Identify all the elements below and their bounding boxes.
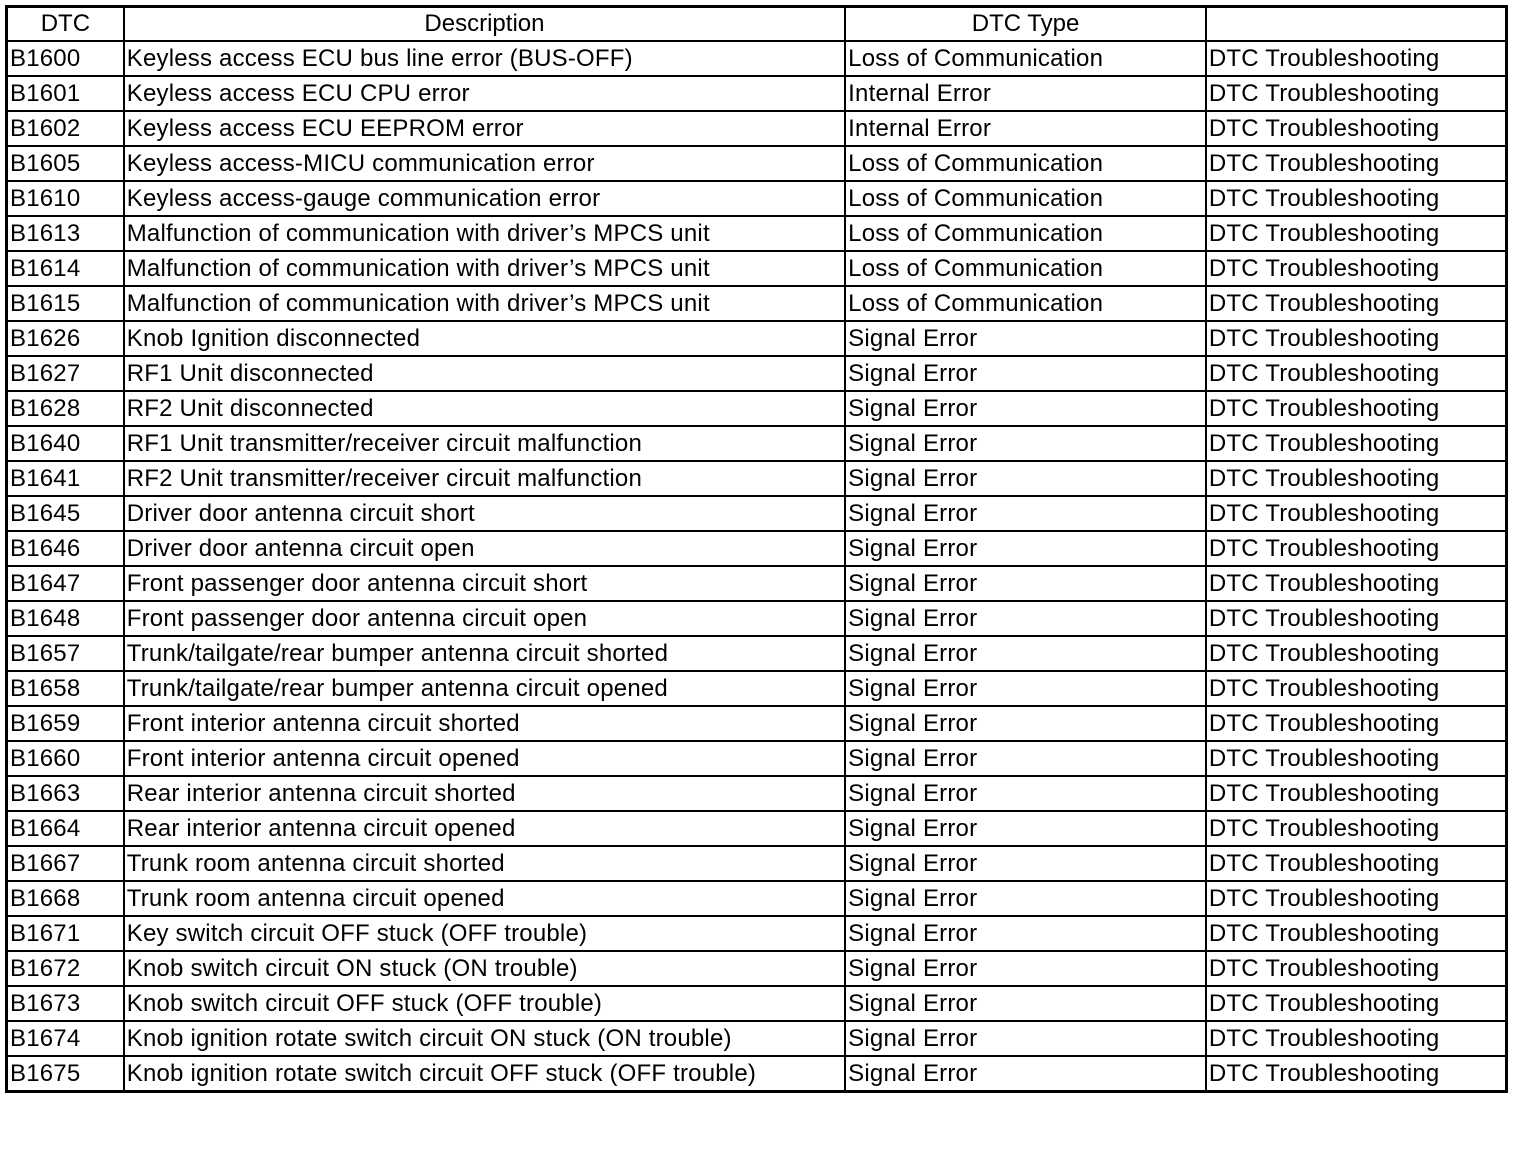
table-row	[7, 531, 1507, 566]
troubleshooting-link[interactable]: DTC Troubleshooting	[1206, 951, 1507, 986]
description-cell: Keyless access-MICU communication error	[124, 146, 845, 181]
troubleshooting-link[interactable]: DTC Troubleshooting	[1206, 426, 1507, 461]
troubleshooting-link[interactable]: DTC Troubleshooting	[1206, 531, 1507, 566]
table-row	[7, 216, 1507, 251]
dtc-type-cell: Signal Error	[845, 916, 1206, 951]
dtc-code-cell: B1664	[7, 811, 124, 846]
dtc-type-cell: Signal Error	[845, 1056, 1206, 1092]
description-cell: Malfunction of communication with driver’s MPCS unit	[124, 286, 845, 321]
table-row	[7, 146, 1507, 181]
dtc-type-cell: Signal Error	[845, 741, 1206, 776]
table-row	[7, 566, 1507, 601]
troubleshooting-link[interactable]: DTC Troubleshooting	[1206, 41, 1507, 76]
dtc-type-cell: Signal Error	[845, 986, 1206, 1021]
table-row	[7, 916, 1507, 951]
dtc-type-cell: Internal Error	[845, 76, 1206, 111]
dtc-type-cell: Signal Error	[845, 531, 1206, 566]
description-cell: Keyless access-gauge communication error	[124, 181, 845, 216]
dtc-type-cell: Signal Error	[845, 1021, 1206, 1056]
table-row	[7, 321, 1507, 356]
troubleshooting-link[interactable]: DTC Troubleshooting	[1206, 461, 1507, 496]
dtc-type-cell: Signal Error	[845, 881, 1206, 916]
troubleshooting-link[interactable]: DTC Troubleshooting	[1206, 776, 1507, 811]
description-cell: Rear interior antenna circuit opened	[124, 811, 845, 846]
dtc-code-cell: B1673	[7, 986, 124, 1021]
description-cell: Trunk/tailgate/rear bumper antenna circuit shorted	[124, 636, 845, 671]
description-cell: Malfunction of communication with driver’s MPCS unit	[124, 251, 845, 286]
troubleshooting-link[interactable]: DTC Troubleshooting	[1206, 111, 1507, 146]
troubleshooting-link[interactable]: DTC Troubleshooting	[1206, 76, 1507, 111]
troubleshooting-link[interactable]: DTC Troubleshooting	[1206, 146, 1507, 181]
description-cell: Knob switch circuit OFF stuck (OFF trouble)	[124, 986, 845, 1021]
dtc-type-cell: Internal Error	[845, 111, 1206, 146]
dtc-code-cell: B1659	[7, 706, 124, 741]
dtc-type-cell: Signal Error	[845, 776, 1206, 811]
table-row	[7, 426, 1507, 461]
troubleshooting-link[interactable]: DTC Troubleshooting	[1206, 251, 1507, 286]
table-header	[7, 7, 1507, 42]
description-cell: Knob switch circuit ON stuck (ON trouble)	[124, 951, 845, 986]
dtc-code-cell: B1600	[7, 41, 124, 76]
troubleshooting-link[interactable]: DTC Troubleshooting	[1206, 1021, 1507, 1056]
table-row	[7, 986, 1507, 1021]
dtc-code-cell: B1645	[7, 496, 124, 531]
table-row	[7, 181, 1507, 216]
troubleshooting-link[interactable]: DTC Troubleshooting	[1206, 811, 1507, 846]
dtc-code-cell: B1613	[7, 216, 124, 251]
dtc-code-cell: B1658	[7, 671, 124, 706]
description-cell: Front passenger door antenna circuit open	[124, 601, 845, 636]
dtc-type-cell: Loss of Communication	[845, 216, 1206, 251]
dtc-type-cell: Signal Error	[845, 496, 1206, 531]
dtc-table	[5, 5, 1508, 1093]
dtc-code-cell: B1641	[7, 461, 124, 496]
troubleshooting-link[interactable]: DTC Troubleshooting	[1206, 916, 1507, 951]
header-link	[1206, 7, 1507, 42]
description-cell: Front passenger door antenna circuit short	[124, 566, 845, 601]
description-cell: RF1 Unit disconnected	[124, 356, 845, 391]
dtc-type-cell: Loss of Communication	[845, 181, 1206, 216]
dtc-code-cell: B1628	[7, 391, 124, 426]
table-row	[7, 951, 1507, 986]
description-cell: Keyless access ECU EEPROM error	[124, 111, 845, 146]
header-dtc-type: DTC Type	[845, 7, 1206, 42]
dtc-type-cell: Signal Error	[845, 636, 1206, 671]
table-row	[7, 776, 1507, 811]
dtc-code-cell: B1640	[7, 426, 124, 461]
dtc-type-cell: Signal Error	[845, 601, 1206, 636]
table-row	[7, 811, 1507, 846]
dtc-type-cell: Signal Error	[845, 356, 1206, 391]
dtc-type-cell: Signal Error	[845, 811, 1206, 846]
description-cell: Front interior antenna circuit opened	[124, 741, 845, 776]
dtc-code-cell: B1675	[7, 1056, 124, 1092]
dtc-code-cell: B1647	[7, 566, 124, 601]
troubleshooting-link[interactable]: DTC Troubleshooting	[1206, 741, 1507, 776]
dtc-code-cell: B1605	[7, 146, 124, 181]
table-row	[7, 1056, 1507, 1092]
table-row	[7, 461, 1507, 496]
table-body	[7, 41, 1507, 1092]
dtc-type-cell: Loss of Communication	[845, 251, 1206, 286]
dtc-code-cell: B1663	[7, 776, 124, 811]
dtc-code-cell: B1657	[7, 636, 124, 671]
description-cell: Rear interior antenna circuit shorted	[124, 776, 845, 811]
description-cell: Key switch circuit OFF stuck (OFF trouble)	[124, 916, 845, 951]
description-cell: Trunk/tailgate/rear bumper antenna circuit opened	[124, 671, 845, 706]
dtc-code-cell: B1602	[7, 111, 124, 146]
troubleshooting-link[interactable]: DTC Troubleshooting	[1206, 636, 1507, 671]
header-description: Description	[124, 7, 845, 42]
troubleshooting-link[interactable]: DTC Troubleshooting	[1206, 846, 1507, 881]
dtc-type-cell: Loss of Communication	[845, 146, 1206, 181]
description-cell: Knob ignition rotate switch circuit OFF stuck (OFF trouble)	[124, 1056, 845, 1092]
header-row	[7, 7, 1507, 42]
dtc-type-cell: Signal Error	[845, 391, 1206, 426]
dtc-type-cell: Signal Error	[845, 671, 1206, 706]
troubleshooting-link[interactable]: DTC Troubleshooting	[1206, 601, 1507, 636]
dtc-type-cell: Signal Error	[845, 706, 1206, 741]
dtc-code-cell: B1627	[7, 356, 124, 391]
description-cell: Keyless access ECU bus line error (BUS-OFF)	[124, 41, 845, 76]
troubleshooting-link[interactable]: DTC Troubleshooting	[1206, 496, 1507, 531]
troubleshooting-link[interactable]: DTC Troubleshooting	[1206, 216, 1507, 251]
description-cell: Keyless access ECU CPU error	[124, 76, 845, 111]
dtc-type-cell: Signal Error	[845, 426, 1206, 461]
troubleshooting-link[interactable]: DTC Troubleshooting	[1206, 566, 1507, 601]
table-row	[7, 251, 1507, 286]
dtc-code-cell: B1674	[7, 1021, 124, 1056]
dtc-code-cell: B1601	[7, 76, 124, 111]
description-cell: RF2 Unit disconnected	[124, 391, 845, 426]
troubleshooting-link[interactable]: DTC Troubleshooting	[1206, 321, 1507, 356]
table-row	[7, 41, 1507, 76]
dtc-code-cell: B1667	[7, 846, 124, 881]
troubleshooting-link[interactable]: DTC Troubleshooting	[1206, 1056, 1507, 1092]
troubleshooting-link[interactable]: DTC Troubleshooting	[1206, 706, 1507, 741]
dtc-code-cell: B1610	[7, 181, 124, 216]
dtc-type-cell: Signal Error	[845, 461, 1206, 496]
description-cell: Knob Ignition disconnected	[124, 321, 845, 356]
table-row	[7, 636, 1507, 671]
table-row	[7, 846, 1507, 881]
table-row	[7, 76, 1507, 111]
dtc-code-cell: B1668	[7, 881, 124, 916]
table-row	[7, 671, 1507, 706]
dtc-type-cell: Signal Error	[845, 321, 1206, 356]
dtc-type-cell: Signal Error	[845, 951, 1206, 986]
dtc-code-cell: B1646	[7, 531, 124, 566]
dtc-code-cell: B1671	[7, 916, 124, 951]
dtc-code-cell: B1614	[7, 251, 124, 286]
dtc-code-cell: B1672	[7, 951, 124, 986]
dtc-code-cell: B1660	[7, 741, 124, 776]
table-row	[7, 601, 1507, 636]
dtc-code-cell: B1648	[7, 601, 124, 636]
table-row	[7, 881, 1507, 916]
table-row	[7, 111, 1507, 146]
dtc-code-cell: B1615	[7, 286, 124, 321]
troubleshooting-link[interactable]: DTC Troubleshooting	[1206, 356, 1507, 391]
dtc-type-cell: Loss of Communication	[845, 286, 1206, 321]
dtc-code-cell: B1626	[7, 321, 124, 356]
table-row	[7, 391, 1507, 426]
troubleshooting-link[interactable]: DTC Troubleshooting	[1206, 671, 1507, 706]
dtc-type-cell: Loss of Communication	[845, 41, 1206, 76]
dtc-type-cell: Signal Error	[845, 846, 1206, 881]
troubleshooting-link[interactable]: DTC Troubleshooting	[1206, 181, 1507, 216]
description-cell: Knob ignition rotate switch circuit ON stuck (ON trouble)	[124, 1021, 845, 1056]
table-row	[7, 741, 1507, 776]
troubleshooting-link[interactable]: DTC Troubleshooting	[1206, 881, 1507, 916]
description-cell: Trunk room antenna circuit shorted	[124, 846, 845, 881]
description-cell: Driver door antenna circuit short	[124, 496, 845, 531]
description-cell: Driver door antenna circuit open	[124, 531, 845, 566]
description-cell: RF1 Unit transmitter/receiver circuit malfunction	[124, 426, 845, 461]
description-cell: Front interior antenna circuit shorted	[124, 706, 845, 741]
description-cell: Malfunction of communication with driver’s MPCS unit	[124, 216, 845, 251]
troubleshooting-link[interactable]: DTC Troubleshooting	[1206, 986, 1507, 1021]
troubleshooting-link[interactable]: DTC Troubleshooting	[1206, 391, 1507, 426]
troubleshooting-link[interactable]: DTC Troubleshooting	[1206, 286, 1507, 321]
table-row	[7, 706, 1507, 741]
table-row	[7, 356, 1507, 391]
description-cell: Trunk room antenna circuit opened	[124, 881, 845, 916]
dtc-type-cell: Signal Error	[845, 566, 1206, 601]
table-row	[7, 496, 1507, 531]
table-row	[7, 1021, 1507, 1056]
table-row	[7, 286, 1507, 321]
header-dtc: DTC	[7, 7, 124, 42]
description-cell: RF2 Unit transmitter/receiver circuit malfunction	[124, 461, 845, 496]
